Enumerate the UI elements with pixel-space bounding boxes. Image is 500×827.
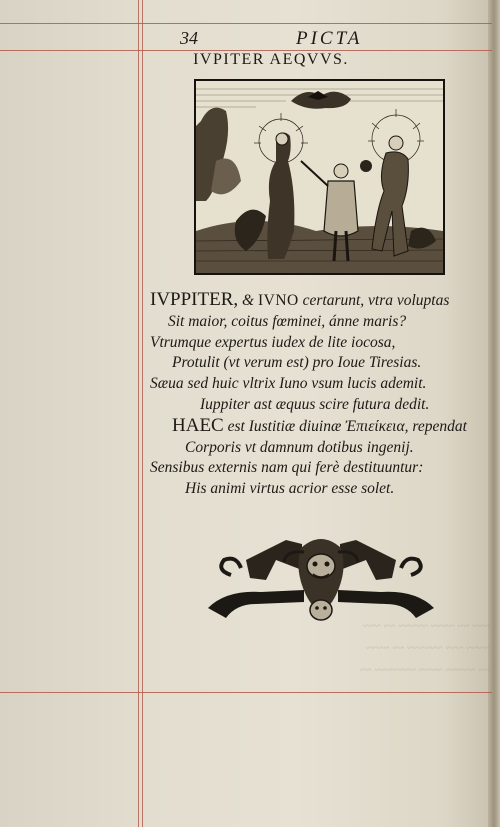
grotesque-mask-ornament-icon — [206, 530, 436, 628]
verse-line-2: Sit maior, coitus fœminei, ánne maris? — [168, 312, 407, 330]
bleed-through-text: ~~ ~~~~~ ~~~~ ~~~~~~~ ~~ — [359, 664, 490, 676]
page-header — [0, 28, 492, 50]
verse-line-7 — [150, 416, 492, 438]
ruled-line-top — [0, 23, 492, 24]
verse-text: certarunt, vtra voluptas — [302, 292, 450, 309]
page-number: 34 — [180, 28, 198, 48]
verse-text: est Iustitiæ diuinæ Ἐπιείκεια, rependat — [227, 417, 467, 435]
ruled-line-bottom — [0, 692, 492, 693]
verse-line-8: Corporis vt damnum dotibus ingenij. — [185, 438, 414, 456]
verse-line-5: Sæua sed huic vltrix Iuno vsum lucis ademit. — [150, 375, 427, 393]
ruled-margin-left-2 — [142, 0, 143, 827]
verse-line-3: Vtrumque expertus iudex de lite iocosa, — [150, 333, 396, 351]
running-head: PICTA — [296, 28, 363, 49]
verse-line-9: Sensibus externis nam qui ferè destituuntur: — [150, 459, 424, 477]
initial-word: HAEC — [172, 414, 224, 436]
woodcut-jupiter-juno-tiresias-icon — [196, 81, 443, 273]
verse-line-1 — [150, 290, 492, 312]
tailpiece-ornament — [206, 530, 436, 628]
ampersand: & — [242, 292, 255, 309]
verse-line-10: His animi virtus acrior esse solet. — [185, 480, 395, 498]
verse-line-4: Protulit (vt verum est) pro Ioue Tiresias. — [172, 354, 422, 372]
name-iuno: IVNO — [257, 292, 299, 309]
bleed-through-text: ~~~~ ~~~ ~~~~~~ ~~ ~~~~ — [365, 642, 490, 654]
bleed-through-text: ~~~ ~~ ~~~~ ~~~~~ ~~ ~~~ — [363, 620, 490, 632]
verse-line-6: Iuppiter ast æquus scire futura dedit. — [200, 395, 430, 413]
emblem-motto: IVPITER AEQVVS. — [193, 51, 349, 68]
ruled-margin-left — [138, 0, 139, 827]
initial-word: IVPPITER, — [150, 289, 239, 310]
emblem-verse — [150, 290, 492, 500]
woodcut-illustration — [194, 79, 445, 275]
